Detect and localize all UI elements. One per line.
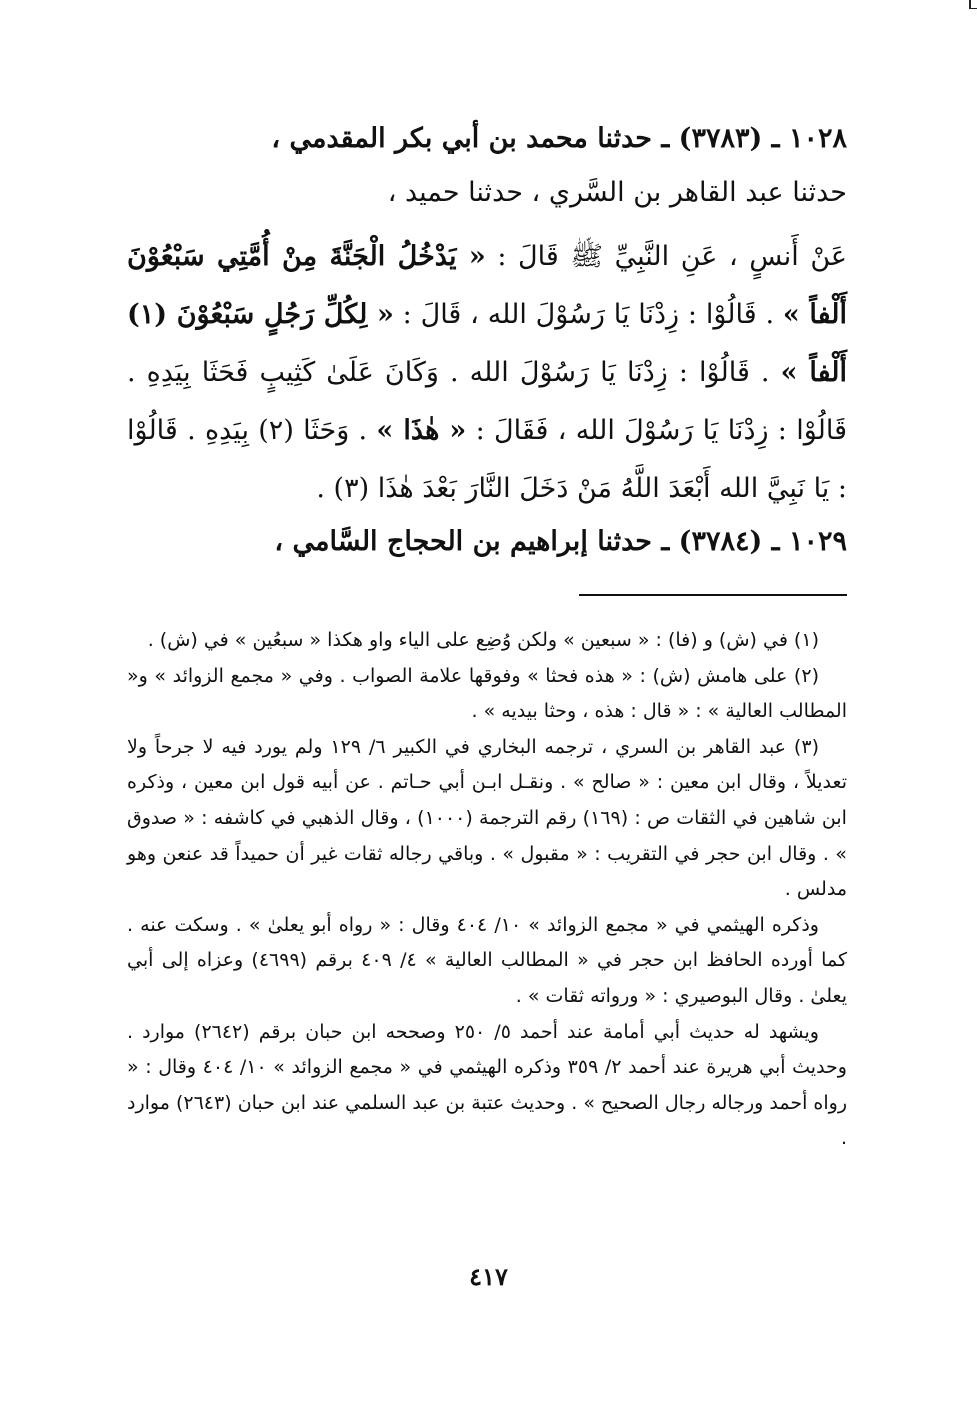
hadith-part-2: . قَالُوْا : زِدْنَا يَا رَسُوْلَ الله ، قَالَ : (393, 299, 783, 330)
hadith-quote-2: « لِكُلِّ رَجُلٍ سَبْعُوْنَ (١) أَلْفاً » (127, 299, 847, 388)
footnote-3-witnesses: ويشهد له حديث أبي أمامة عند أحمد ٥/ ٢٥٠ وصححه ابن حبان برقم (٢٦٤٢) موارد . وحديث أبي هريرة عند أحمد ٢/ ٣٥٩ وذكره الهيثمي في « مجمع الزوائد » ١٠/ ٤٠٤ وقال : « رواه أحمد ورجاله رجال الصحيح » . وحديث عتبة بن عبد السلمي عند ابن حبان (٢٦٤٣) موارد . (127, 1020, 847, 1150)
page-number: ٤١٧ (469, 1262, 508, 1291)
hadith-quote-3: « هٰذَا » (376, 415, 467, 446)
footnote-3-continued: وذكره الهيثمي في « مجمع الزوائد » ١٠/ ٤٠٤ وقال : « رواه أبو يعلىٰ » . وسكت عنه . كما أورده الحافظ ابن حجر في « المطالب العالية » ٤/ ٤٠٩ برقم (٤٦٩٩) وعزاه إلى أبي يعلىٰ . وقال البوصيري : « ورواته ثقات » . (127, 913, 847, 1007)
footnote-1: (١) في (ش) و (فا) : « سبعين » ولكن وُضِع على الياء واو هكذا « سبعُين » في (ش) . (147, 629, 819, 651)
hadith-1028-isnad (127, 112, 847, 220)
hadith-part-4: . وَحَثَا (٢) بِيَدِهِ . قَالُوْا : يَا نَبِيَّ الله أَبْعَدَ اللَّهُ مَنْ دَخَلَ النَّارَ بَعْدَ هٰذَا (٣) . (127, 415, 847, 504)
scan-corner-mark (969, 0, 977, 9)
hadith-part-1: عَنْ أَنسٍ ، عَنِ النَّبِيِّ ﷺ قَالَ : (485, 241, 847, 272)
footnotes (127, 623, 847, 1157)
isnad-line-2: حدثنا عبد القاهر بن السَّري ، حدثنا حميد ، (387, 177, 847, 208)
hadith-1029-isnad (127, 515, 847, 569)
footnote-2: (٢) على هامش (ش) : « هذه فحثا » وفوقها علامة الصواب . وفي « مجمع الزوائد » و« المطالب العالية » : « قال : هذه ، وحثا بيديه » . (127, 664, 847, 723)
hadith-text (127, 228, 847, 518)
footnote-separator (579, 594, 847, 596)
hadith-quote-1: « يَدْخُلُ الْجَنَّةَ مِنْ أُمَّتِي سَبْعُوْنَ أَلْفاً » (127, 241, 847, 330)
isnad-line-1: ١٠٢٨ ـ (٣٧٨٣) ـ حدثنا محمد بن أبي بكر المقدمي ، (271, 123, 847, 154)
hadith-part-3: . قَالُوْا : زِدْنَا يَا رَسُوْلَ الله . وَكَانَ عَلَىٰ كَثِيبٍ فَحَثَا بِيَدِهِ . قَالُوْا : زِدْنَا يَا رَسُوْلَ الله ، فَقَالَ : (127, 357, 847, 446)
footnote-3: (٣) عبد القاهر بن السري ، ترجمه البخاري في الكبير ٦/ ١٢٩ ولم يورد فيه لا جرحاً ولا تعديلاً ، وقال ابن معين : « صالح » . ونقـل ابـن أبي حـاتم . عن أبيه قول ابن معين ، وذكره ابن شاهين في الثقات ص : (١٦٩) رقم الترجمة (١٠٠٠) ، وقال الذهبي في كاشفه : « صدوق » . وقال ابن حجر في التقريب : « مقبول » . وباقي رجاله ثقات غير أن حميداً قد عنعن وهو مدلس . (127, 735, 847, 901)
isnad-line: ١٠٢٩ ـ (٣٧٨٤) ـ حدثنا إبراهيم بن الحجاج السَّامي ، (274, 526, 847, 557)
